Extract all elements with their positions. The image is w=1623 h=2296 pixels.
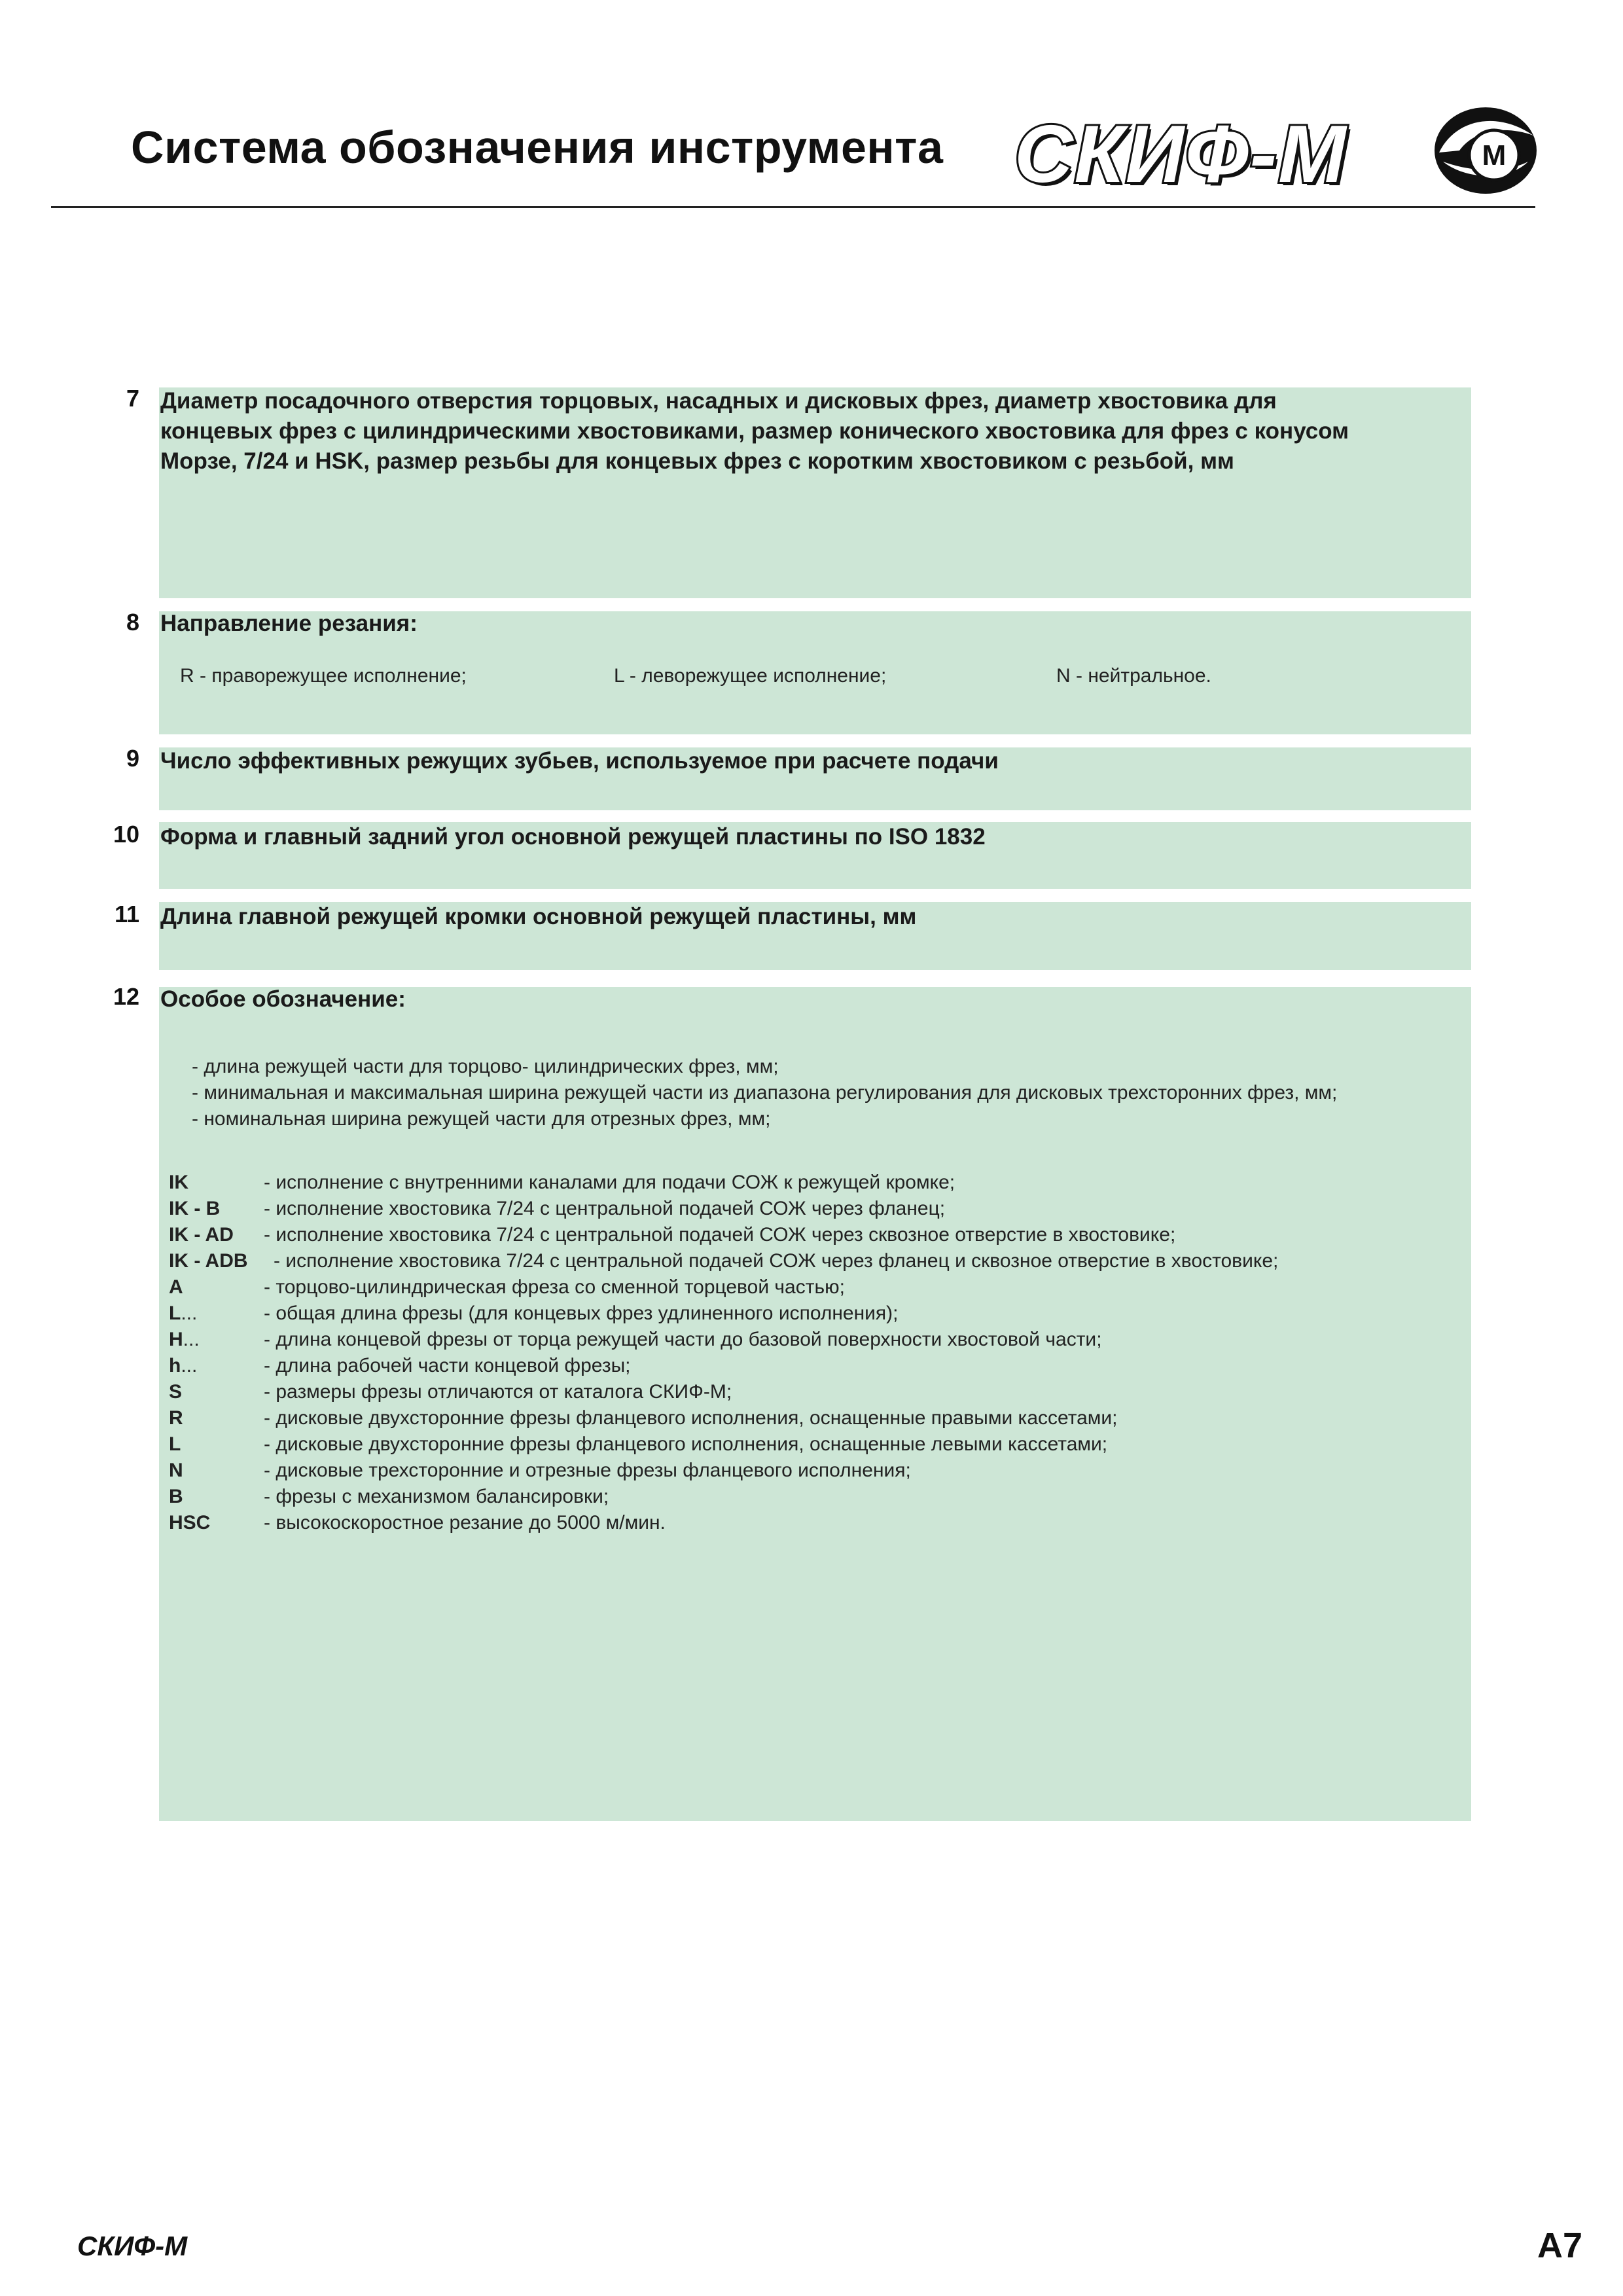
section-12-title: Особое обозначение: [160,986,406,1012]
code-label: HSC [169,1512,211,1534]
code-label: H... [169,1329,200,1350]
code-description: - фрезы с механизмом балансировки; [264,1486,609,1507]
section-9-title: Число эффективных режущих зубьев, используемое при расчете подачи [160,748,999,774]
code-description: - дисковые трехсторонние и отрезные фрезы фланцевого исполнения; [264,1460,911,1481]
logo-badge-letter: М [1482,139,1507,171]
dash-line-width-range: - минимальная и максимальная ширина режущей части из диапазона регулирования для дисковых трехсторонних фрез, мм; [192,1082,1338,1103]
section-12-number: 12 [113,983,139,1010]
page-title: Система обозначения инструмента [131,122,944,173]
dash-line-nominal-width: - номинальная ширина режущей части для отрезных фрез, мм; [192,1108,771,1130]
section-10-title: Форма и главный задний угол основной режущей пластины по ISO 1832 [160,824,986,850]
code-label: N [169,1460,183,1481]
code-description: - исполнение хвостовика 7/24 с центральной подачей СОЖ через фланец и сквозное отверстие в хвостовике; [274,1250,1279,1272]
code-label: IK - AD [169,1224,234,1246]
code-description: - длина концевой фрезы от торца режущей части до базовой поверхности хвостовой части; [264,1329,1102,1350]
section-8-title: Направление резания: [160,611,418,636]
code-label: IK - ADB [169,1250,248,1272]
section-7-text [160,386,1349,476]
section-9-number: 9 [126,745,139,772]
code-label: L... [169,1302,198,1324]
code-description: - торцово-цилиндрическая фреза со сменной торцевой частью; [264,1276,845,1298]
code-label: IK - B [169,1198,221,1219]
skif-m-logo [1011,108,1548,206]
logo-emblem-icon [1430,101,1541,200]
section-11-number: 11 [114,901,139,927]
code-description: - дисковые двухсторонние фрезы фланцевого исполнения, оснащенные левыми кассетами; [264,1433,1108,1455]
code-description: - исполнение хвостовика 7/24 с центральной подачей СОЖ через фланец; [264,1198,946,1219]
header-divider [51,206,1535,208]
dash-line-cutting-length: - длина режущей части для торцово- цилиндрических фрез, мм; [192,1056,779,1077]
direction-left: L - леворежущее исполнение; [614,665,887,687]
code-description: - длина рабочей части концевой фрезы; [264,1355,631,1376]
code-description: - общая длина фрезы (для концевых фрез удлиненного исполнения); [264,1302,899,1324]
code-description: - исполнение хвостовика 7/24 с центральной подачей СОЖ через сквозное отверстие в хвостовике; [264,1224,1176,1246]
section-8-number: 8 [126,609,139,636]
code-label: B [169,1486,183,1507]
page-number: A7 [1537,2226,1582,2265]
section-7-line-2: концевых фрез с цилиндрическими хвостовиками, размер конического хвостовика для фрез с конусом [160,418,1349,444]
section-7-line-3: Морзе, 7/24 и HSK, размер резьбы для концевых фрез с коротким хвостовиком с резьбой, мм [160,448,1234,474]
code-description: - дисковые двухсторонние фрезы фланцевого исполнения, оснащенные правыми кассетами; [264,1407,1118,1429]
code-description: - высокоскоростное резание до 5000 м/мин. [264,1512,666,1534]
section-10-number: 10 [113,821,139,848]
code-label: h... [169,1355,198,1376]
footer-brand: СКИФ-М [77,2231,188,2261]
section-7-line-1: Диаметр посадочного отверстия торцовых, насадных и дисковых фрез, диаметр хвостовика для [160,388,1277,414]
section-7-number: 7 [126,385,139,412]
code-description: - размеры фрезы отличаются от каталога СКИФ-М; [264,1381,732,1403]
code-label: R [169,1407,183,1429]
code-label: S [169,1381,183,1403]
code-description: - исполнение с внутренними каналами для подачи СОЖ к режущей кромке; [264,1172,955,1193]
section-11-title: Длина главной режущей кромки основной режущей пластины, мм [160,904,917,929]
direction-neutral: N - нейтральное. [1056,665,1211,687]
code-label: L [169,1433,181,1455]
logo-wordmark: СКИФ-М [1014,109,1347,200]
code-label: IK [169,1172,188,1193]
code-label: A [169,1276,183,1298]
direction-right: R - праворежущее исполнение; [180,665,467,687]
